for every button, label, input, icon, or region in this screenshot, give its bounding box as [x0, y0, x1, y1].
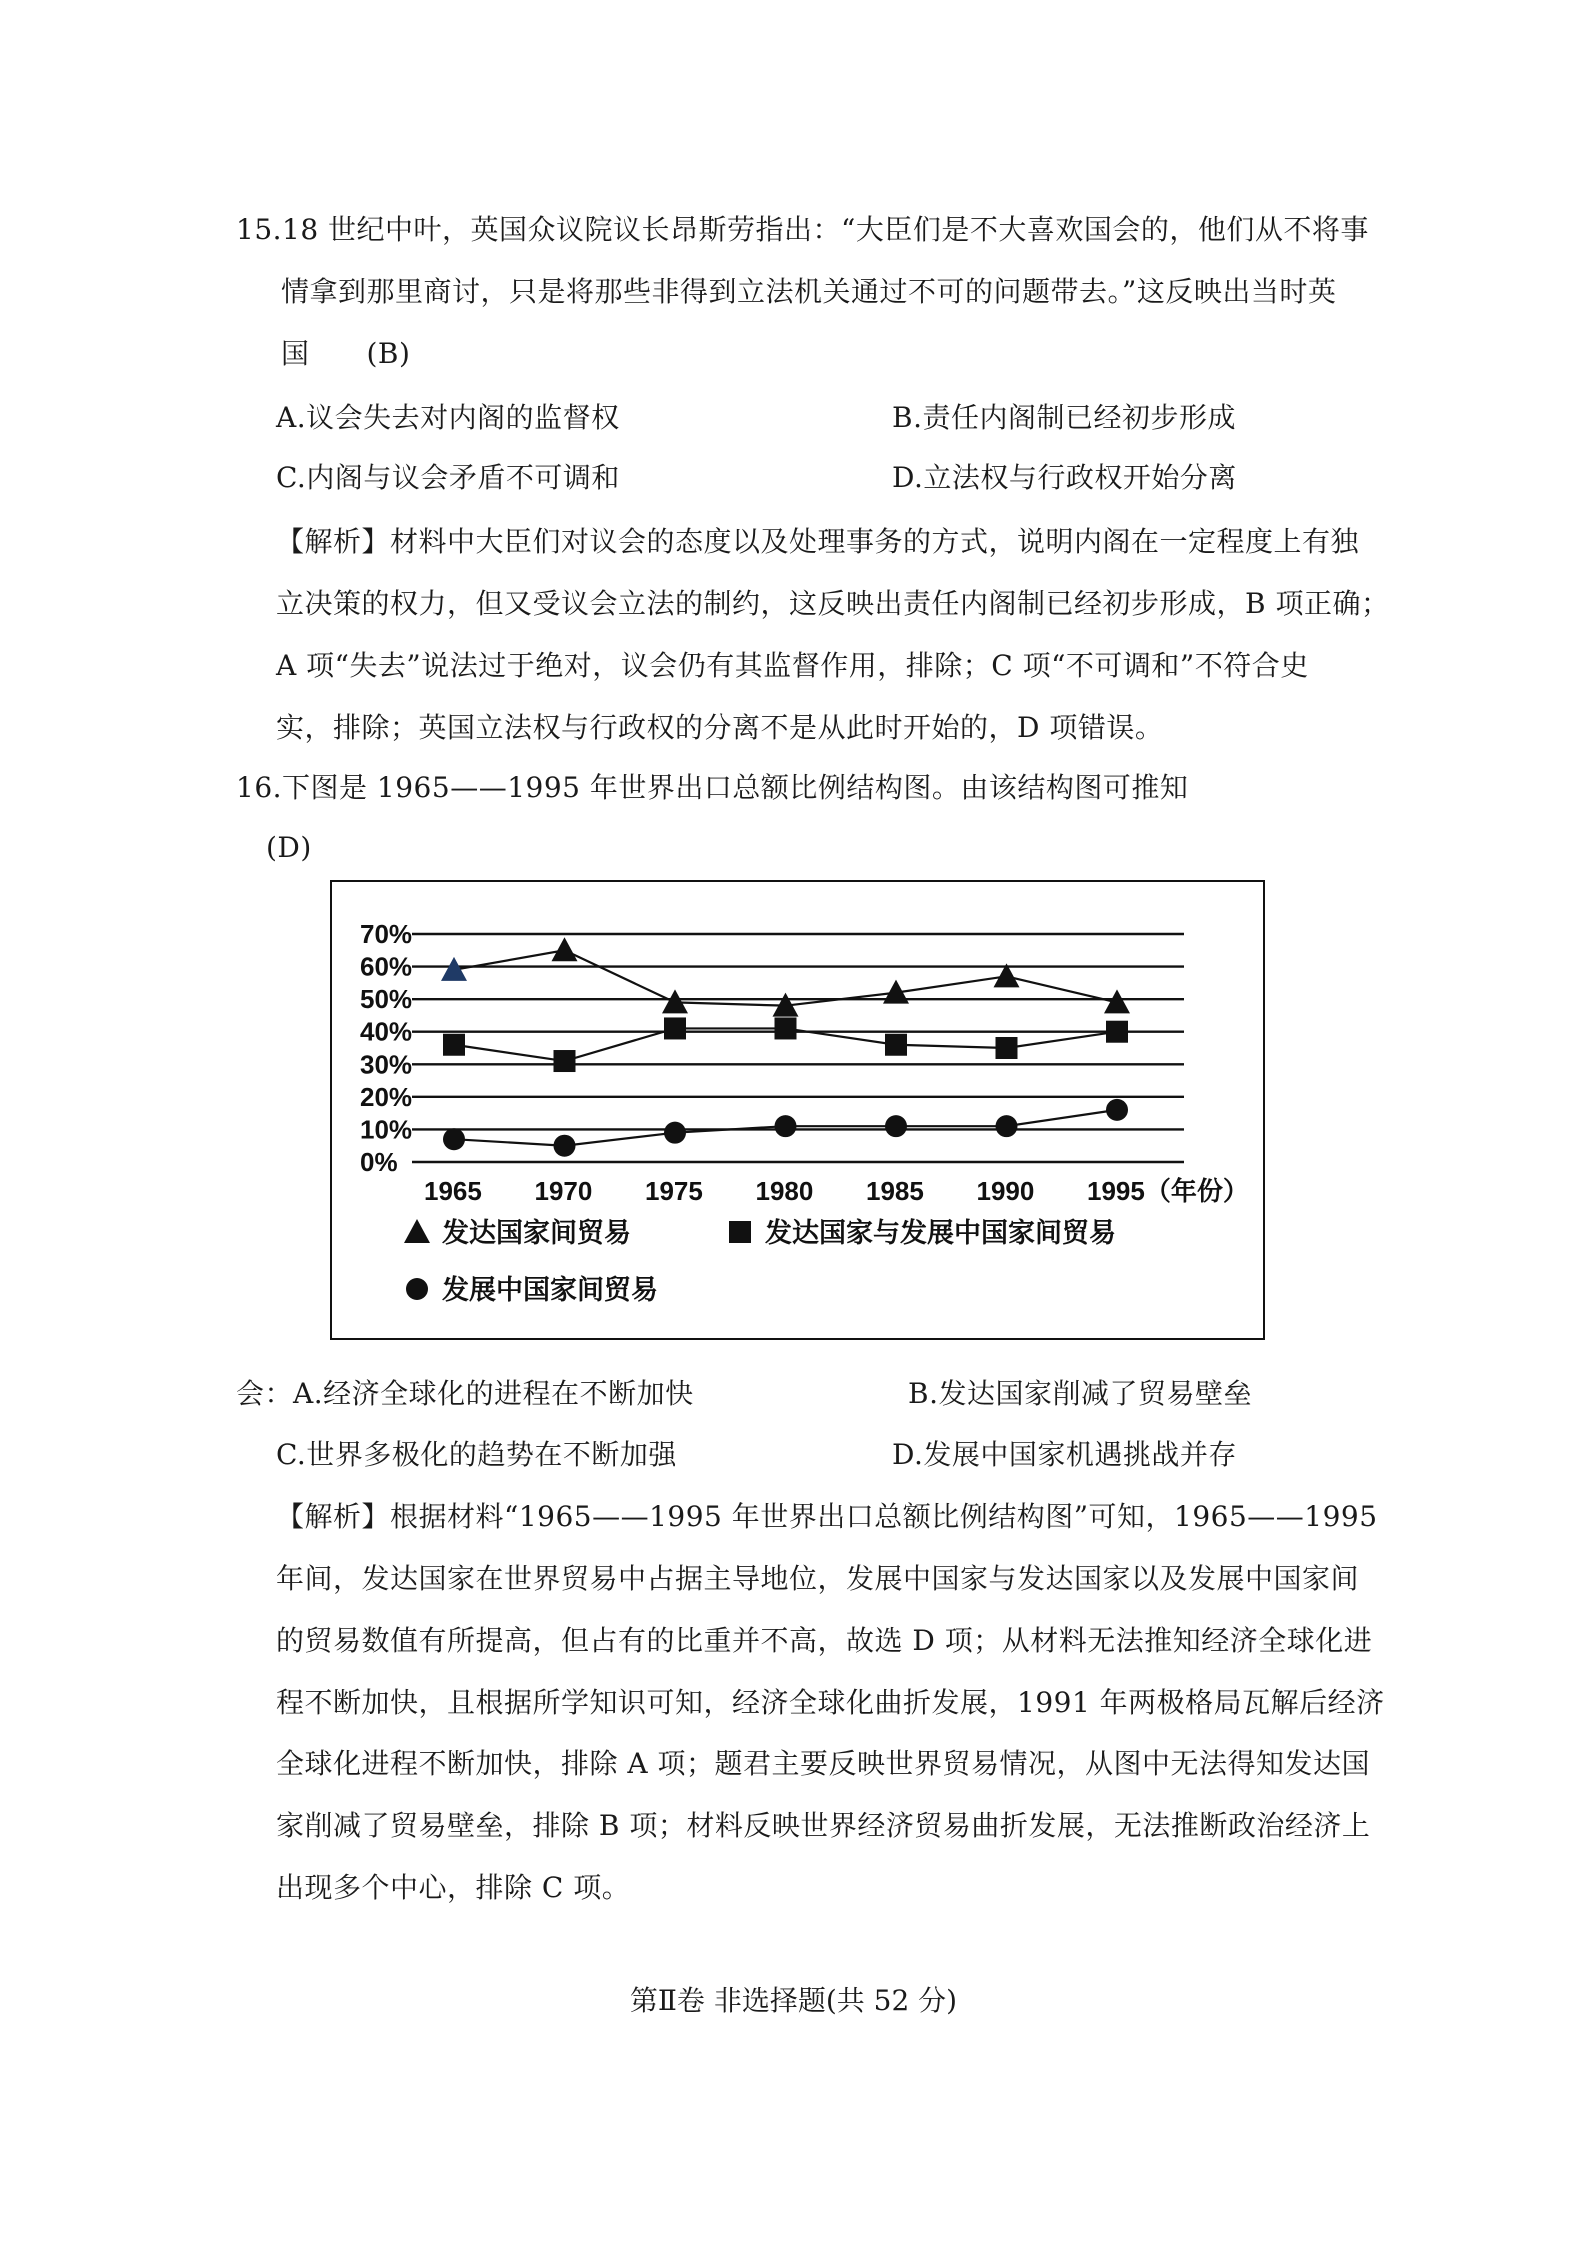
circle-point — [554, 1135, 576, 1157]
legend-label: 发达国家与发展中国家间贸易 — [765, 1218, 1116, 1249]
x-tick-label: 1995（年份） — [1087, 1176, 1249, 1206]
triangle-point — [552, 937, 578, 961]
legend-square-icon — [729, 1221, 751, 1243]
triangle-point — [662, 989, 688, 1013]
square-point — [885, 1034, 907, 1056]
legend-label: 发达国家间贸易 — [442, 1218, 631, 1249]
circle-point — [885, 1115, 907, 1137]
circle-point — [443, 1128, 465, 1150]
y-tick-label: 10% — [360, 1114, 413, 1145]
q15-stem-line-2: 情拿到那里商讨，只是将那些非得到立法机关通过不可的问题带去。”这反映出当时英 — [281, 275, 1337, 308]
q16-analysis-line-3: 的贸易数值有所提高，但占有的比重并不高，故选 D 项；从材料无法推知经济全球化进 — [276, 1624, 1373, 1657]
y-tick-label: 0% — [360, 1147, 398, 1177]
q16-option-a: 会：A.经济全球化的进程在不断加快 — [236, 1377, 694, 1410]
triangle-point — [1104, 989, 1130, 1013]
q16-analysis-line-1: 【解析】根据材料“1965——1995 年世界出口总额比例结构图”可知，1965——1995 — [276, 1500, 1378, 1533]
chart-svg — [332, 882, 1262, 1337]
x-tick-label: 1990 — [976, 1176, 1035, 1206]
q16-option-c: C.世界多极化的趋势在不断加强 — [276, 1438, 677, 1471]
y-tick-label: 40% — [360, 1016, 413, 1047]
square-point — [996, 1037, 1018, 1059]
x-tick-label: 1975 — [645, 1176, 703, 1206]
y-tick-label: 70% — [360, 919, 413, 949]
x-tick-label: 1970 — [534, 1176, 593, 1206]
q16-analysis-line-6: 家削减了贸易壁垒，排除 B 项；材料反映世界经济贸易曲折发展，无法推断政治经济上 — [276, 1809, 1371, 1842]
q15-analysis-line-1: 【解析】材料中大臣们对议会的态度以及处理事务的方式，说明内阁在一定程度上有独 — [276, 525, 1360, 558]
q16-analysis-line-4: 程不断加快，且根据所学知识可知，经济全球化曲折发展，1991 年两极格局瓦解后经济 — [276, 1686, 1385, 1719]
q16-answer: (D) — [266, 831, 312, 864]
q15-analysis-line-3: A 项“失去”说法过于绝对，议会仍有其监督作用，排除；C 项“不可调和”不符合史 — [276, 649, 1309, 682]
export-structure-chart — [330, 880, 1265, 1340]
y-tick-label: 60% — [360, 951, 413, 982]
q15-option-b: B.责任内阁制已经初步形成 — [892, 401, 1236, 434]
x-tick-label: 1980 — [755, 1176, 814, 1206]
y-tick-label: 50% — [360, 984, 413, 1015]
square-point — [664, 1017, 686, 1039]
q15-option-a: A.议会失去对内阁的监督权 — [276, 401, 620, 434]
q15-option-d: D.立法权与行政权开始分离 — [892, 461, 1237, 494]
legend-label: 发展中国家间贸易 — [442, 1275, 658, 1306]
square-point — [443, 1034, 465, 1056]
q15-analysis-line-2: 立决策的权力，但又受议会立法的制约，这反映出责任内阁制已经初步形成，B 项正确； — [276, 587, 1390, 620]
circle-point — [1106, 1099, 1128, 1121]
q16-option-d: D.发展中国家机遇挑战并存 — [892, 1438, 1237, 1471]
q15-analysis-line-4: 实，排除；英国立法权与行政权的分离不是从此时开始的，D 项错误。 — [276, 711, 1164, 744]
q16-stem: 16.下图是 1965——1995 年世界出口总额比例结构图。由该结构图可推知 — [236, 771, 1189, 804]
q16-analysis-line-2: 年间，发达国家在世界贸易中占据主导地位，发展中国家与发达国家以及发展中国家间 — [276, 1562, 1360, 1595]
q15-stem-line-3: 国 (B) — [281, 337, 411, 370]
square-point — [775, 1017, 797, 1039]
q15-option-c: C.内阁与议会矛盾不可调和 — [276, 461, 620, 494]
circle-point — [775, 1115, 797, 1137]
q16-analysis-line-5: 全球化进程不断加快，排除 A 项；题君主要反映世界贸易情况，从图中无法得知发达国 — [276, 1747, 1371, 1780]
x-tick-label: 1985 — [866, 1176, 924, 1206]
y-tick-label: 30% — [360, 1049, 413, 1080]
legend-triangle-icon — [404, 1219, 430, 1243]
q15-stem-line-1: 15.18 世纪中叶，英国众议院议长昂斯劳指出：“大臣们是不大喜欢国会的，他们从不将事 — [236, 213, 1369, 246]
q16-analysis-line-7: 出现多个中心，排除 C 项。 — [276, 1871, 631, 1904]
x-tick-label: 1965 — [424, 1176, 482, 1206]
section-footer: 第Ⅱ卷 非选择题(共 52 分) — [629, 1984, 958, 2017]
square-point — [554, 1050, 576, 1072]
q16-option-b: B.发达国家削减了贸易壁垒 — [908, 1377, 1252, 1410]
square-point — [1106, 1021, 1128, 1043]
circle-point — [664, 1122, 686, 1144]
y-tick-label: 20% — [360, 1081, 413, 1112]
circle-point — [996, 1115, 1018, 1137]
legend-circle-icon — [406, 1278, 428, 1300]
